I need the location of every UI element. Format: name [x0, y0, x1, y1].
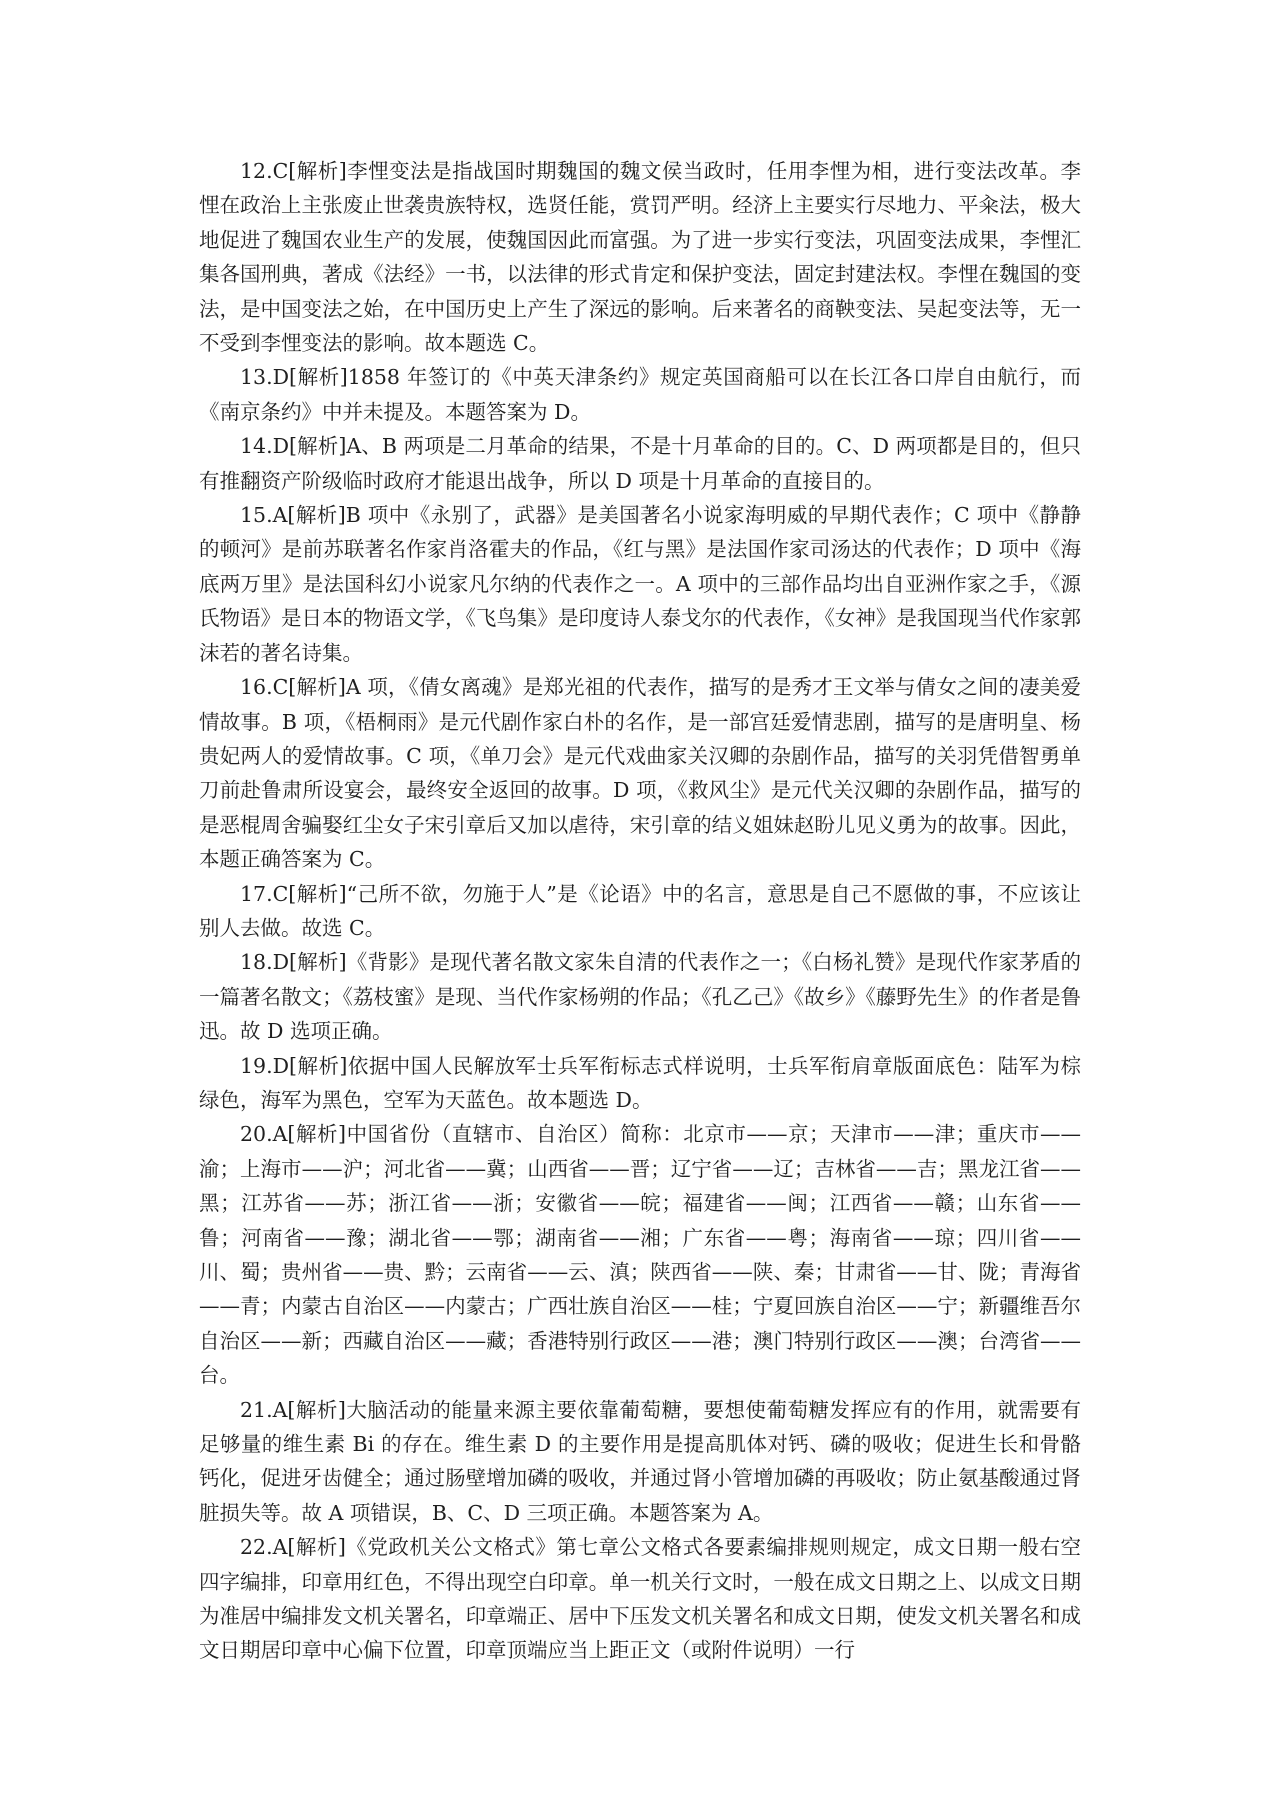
explanation-20: 20.A[解析]中国省份（直辖市、自治区）简称：北京市——京；天津市——津；重庆市——渝；上海市——沪；河北省——冀；山西省——晋；辽宁省——辽；吉林省——吉；黑龙江省——黑；江苏省——苏；浙江省——浙；安徽省——皖；福建省——闽；江西省——赣；山东省——鲁；河南省——豫；湖北省——鄂；湖南省——湘；广东省——粤；海南省——琼；四川省——川、蜀；贵州省——贵、黔；云南省——云、滇；陕西省——陕、秦；甘肃省——甘、陇；青海省——青；内蒙古自治区——内蒙古；广西壮族自治区——桂；宁夏回族自治区——宁；新疆维吾尔自治区——新；西藏自治区——藏；香港特别行政区——港；澳门特别行政区——澳；台湾省——台。 — [199, 1122, 1081, 1388]
explanation-13: 13.D[解析]1858 年签订的《中英天津条约》规定英国商船可以在长江各口岸自由航行，而《南京条约》中并未提及。本题答案为 D。 — [199, 365, 1081, 424]
explanation-19: 19.D[解析]依据中国人民解放军士兵军衔标志式样说明，士兵军衔肩章版面底色：陆军为棕绿色，海军为黑色，空军为天蓝色。故本题选 D。 — [199, 1053, 1081, 1112]
explanation-18: 18.D[解析]《背影》是现代著名散文家朱自清的代表作之一；《白杨礼赞》是现代作家茅盾的一篇著名散文；《荔枝蜜》是现、当代作家杨朔的作品；《孔乙己》《故乡》《藤野先生》的作者是鲁迅。故 D 选项正确。 — [199, 950, 1081, 1044]
answer-explanations — [199, 154, 1081, 1668]
explanation-22: 22.A[解析]《党政机关公文格式》第七章公文格式各要素编排规则规定，成文日期一般右空四字编排，印章用红色，不得出现空白印章。单一机关行文时，一般在成文日期之上、以成文日期为准居中编排发文机关署名，印章端正、居中下压发文机关署名和成文日期，使发文机关署名和成文日期居印章中心偏下位置，印章顶端应当上距正文（或附件说明）一行 — [199, 1535, 1081, 1663]
explanation-15: 15.A[解析]B 项中《永别了，武器》是美国著名小说家海明威的早期代表作；C 项中《静静的顿河》是前苏联著名作家肖洛霍夫的作品，《红与黑》是法国作家司汤达的代表作；D 项中《海底两万里》是法国科幻小说家凡尔纳的代表作之一。A 项中的三部作品均出自亚洲作家之手，《源氏物语》是日本的物语文学，《飞鸟集》是印度诗人泰戈尔的代表作，《女神》是我国现当代作家郭沫若的著名诗集。 — [199, 503, 1081, 665]
explanation-21: 21.A[解析]大脑活动的能量来源主要依靠葡萄糖，要想使葡萄糖发挥应有的作用，就需要有足够量的维生素 Bi 的存在。维生素 D 的主要作用是提高肌体对钙、磷的吸收；促进生长和骨骼钙化，促进牙齿健全；通过肠壁增加磷的吸收，并通过肾小管增加磷的再吸收；防止氨基酸通过肾脏损失等。故 A 项错误，B、C、D 三项正确。本题答案为 A。 — [199, 1397, 1081, 1525]
explanation-17: 17.C[解析]“己所不欲，勿施于人”是《论语》中的名言，意思是自己不愿做的事，不应该让别人去做。故选 C。 — [199, 881, 1081, 940]
explanation-12: 12.C[解析]李悝变法是指战国时期魏国的魏文侯当政时，任用李悝为相，进行变法改革。李悝在政治上主张废止世袭贵族特权，选贤任能，赏罚严明。经济上主要实行尽地力、平籴法，极大地促进了魏国农业生产的发展，使魏国因此而富强。为了进一步实行变法，巩固变法成果，李悝汇集各国刑典，著成《法经》一书，以法律的形式肯定和保护变法，固定封建法权。李悝在魏国的变法，是中国变法之始，在中国历史上产生了深远的影响。后来著名的商鞅变法、吴起变法等，无一不受到李悝变法的影响。故本题选 C。 — [199, 159, 1081, 356]
explanation-14: 14.D[解析]A、B 两项是二月革命的结果，不是十月革命的目的。C、D 两项都是目的，但只有推翻资产阶级临时政府才能退出战争，所以 D 项是十月革命的直接目的。 — [199, 434, 1081, 493]
explanation-16: 16.C[解析]A 项，《倩女离魂》是郑光祖的代表作，描写的是秀才王文举与倩女之间的凄美爱情故事。B 项，《梧桐雨》是元代剧作家白朴的名作，是一部宫廷爱情悲剧，描写的是唐明皇、杨贵妃两人的爱情故事。C 项，《单刀会》是元代戏曲家关汉卿的杂剧作品，描写的关羽凭借智勇单刀前赴鲁肃所设宴会，最终安全返回的故事。D 项，《救风尘》是元代关汉卿的杂剧作品，描写的是恶棍周舍骗娶红尘女子宋引章后又加以虐待，宋引章的结义姐妹赵盼儿见义勇为的故事。因此，本题正确答案为 C。 — [199, 675, 1081, 872]
